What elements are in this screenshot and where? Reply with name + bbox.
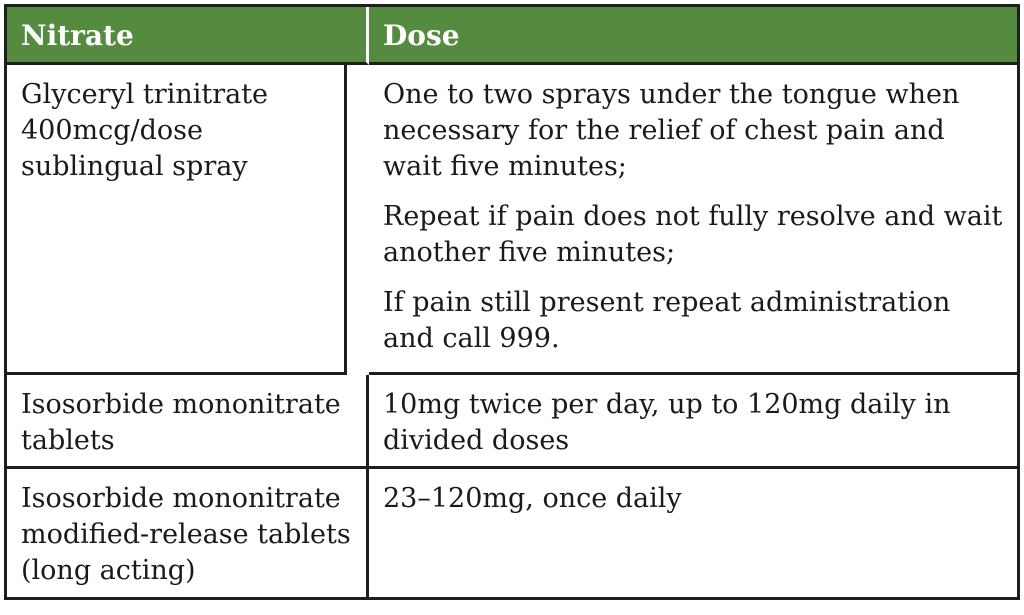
cell-nitrate-glyceryl-trinitrate: Glyceryl trinitrate 400mcg/dose sublingual spray xyxy=(7,65,347,375)
nitrate-dose-table xyxy=(4,4,1020,600)
dose-paragraph: One to two sprays under the tongue when necessary for the relief of chest pain and wait five minutes; xyxy=(383,79,960,182)
cell-dose-isosorbide-tablets xyxy=(369,375,1017,469)
cell-dose-isosorbide-mr-tablets xyxy=(369,469,1017,597)
cell-nitrate-isosorbide-mr-tablets: Isosorbide mononitrate modified-release tablets (long acting) xyxy=(7,469,369,597)
header-nitrate: Nitrate xyxy=(7,7,369,65)
cell-nitrate-isosorbide-tablets: Isosorbide mononitrate tablets xyxy=(7,375,369,469)
dose-paragraph: If pain still present repeat administration and call 999. xyxy=(383,287,951,354)
cell-dose-glyceryl-trinitrate xyxy=(369,65,1017,375)
dose-paragraph: 10mg twice per day, up to 120mg daily in divided doses xyxy=(383,389,951,456)
dose-paragraph: 23–120mg, once daily xyxy=(383,483,682,514)
dose-paragraph: Repeat if pain does not fully resolve and wait another five minutes; xyxy=(383,201,1003,268)
header-dose: Dose xyxy=(369,7,1017,65)
